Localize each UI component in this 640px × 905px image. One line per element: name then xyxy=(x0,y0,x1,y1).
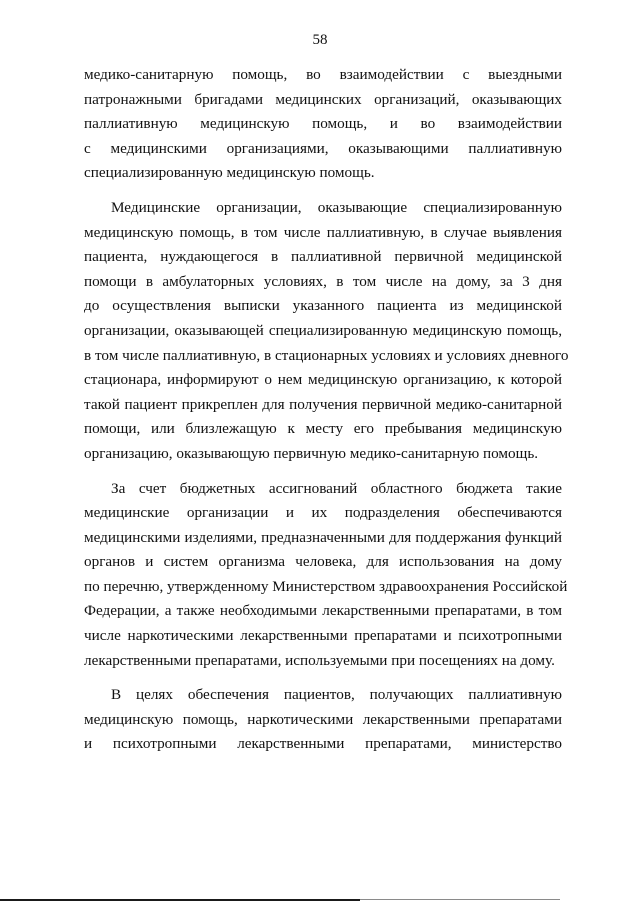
text-line: до осуществления выписки указанного пациента из медицинской xyxy=(84,297,562,315)
text-line: Федерации, а также необходимыми лекарственными препаратами, в том xyxy=(84,602,562,620)
text-line: лекарственными препаратами, используемыми при посещениях на дому. xyxy=(84,651,555,669)
text-line: патронажными бригадами медицинских организаций, оказывающих xyxy=(84,90,562,108)
text-line: медицинскими изделиями, предназначенными для поддержания функций xyxy=(84,528,562,546)
text-line: числе наркотическими лекарственными препаратами и психотропными xyxy=(84,627,562,645)
text-line: медицинскую помощь, в том числе паллиативную, в случае выявления xyxy=(84,223,562,241)
page-bottom-rule xyxy=(0,899,360,901)
paragraph-1 xyxy=(84,63,562,186)
text-line: специализированную медицинскую помощь. xyxy=(84,164,375,182)
text-line: помощи в амбулаторных условиях, в том числе на дому, за 3 дня xyxy=(84,272,562,290)
text-line: медицинскую помощь, наркотическими лекарственными препаратами xyxy=(84,710,562,728)
text-line: с медицинскими организациями, оказывающими паллиативную xyxy=(84,139,562,157)
paragraph-2 xyxy=(84,196,569,467)
text-line: такой пациент прикреплен для получения первичной медико-санитарной xyxy=(84,395,562,413)
page-bottom-rule-faint xyxy=(360,899,560,900)
text-line: За счет бюджетных ассигнований областного бюджета такие xyxy=(111,479,562,497)
text-line: медико-санитарную помощь, во взаимодействии с выездными xyxy=(84,66,562,83)
text-line: Медицинские организации, оказывающие специализированную xyxy=(111,198,562,216)
paragraph-4 xyxy=(84,683,562,757)
paragraph-3 xyxy=(84,477,568,674)
text-line: организацию, оказывающую первичную медико-санитарную помощь. xyxy=(84,444,539,462)
text-line: в том числе паллиативную, в стационарных условиях и условиях дневного xyxy=(84,346,569,364)
page-number: 58 xyxy=(312,32,328,48)
text-line: и психотропными лекарственными препаратами, министерство xyxy=(84,735,562,753)
text-line: организации, оказывающей специализированную медицинскую помощь, xyxy=(84,321,562,339)
text-line: помощи, или близлежащую к месту его пребывания медицинскую xyxy=(84,420,562,438)
text-line: по перечню, утвержденному Министерством здравоохранения Российской xyxy=(84,577,568,595)
text-line: В целях обеспечения пациентов, получающих паллиативную xyxy=(111,686,562,704)
text-line: паллиативную медицинскую помощь, и во взаимодействии xyxy=(84,115,562,133)
text-line: стационара, информируют о нем медицинскую организацию, к которой xyxy=(84,371,562,389)
text-line: медицинские организации и их подразделения обеспечиваются xyxy=(84,504,562,522)
text-line: пациента, нуждающегося в паллиативной первичной медицинской xyxy=(84,248,562,266)
text-line: органов и систем организма человека, для использования на дому xyxy=(84,553,562,571)
document-body xyxy=(84,63,569,767)
